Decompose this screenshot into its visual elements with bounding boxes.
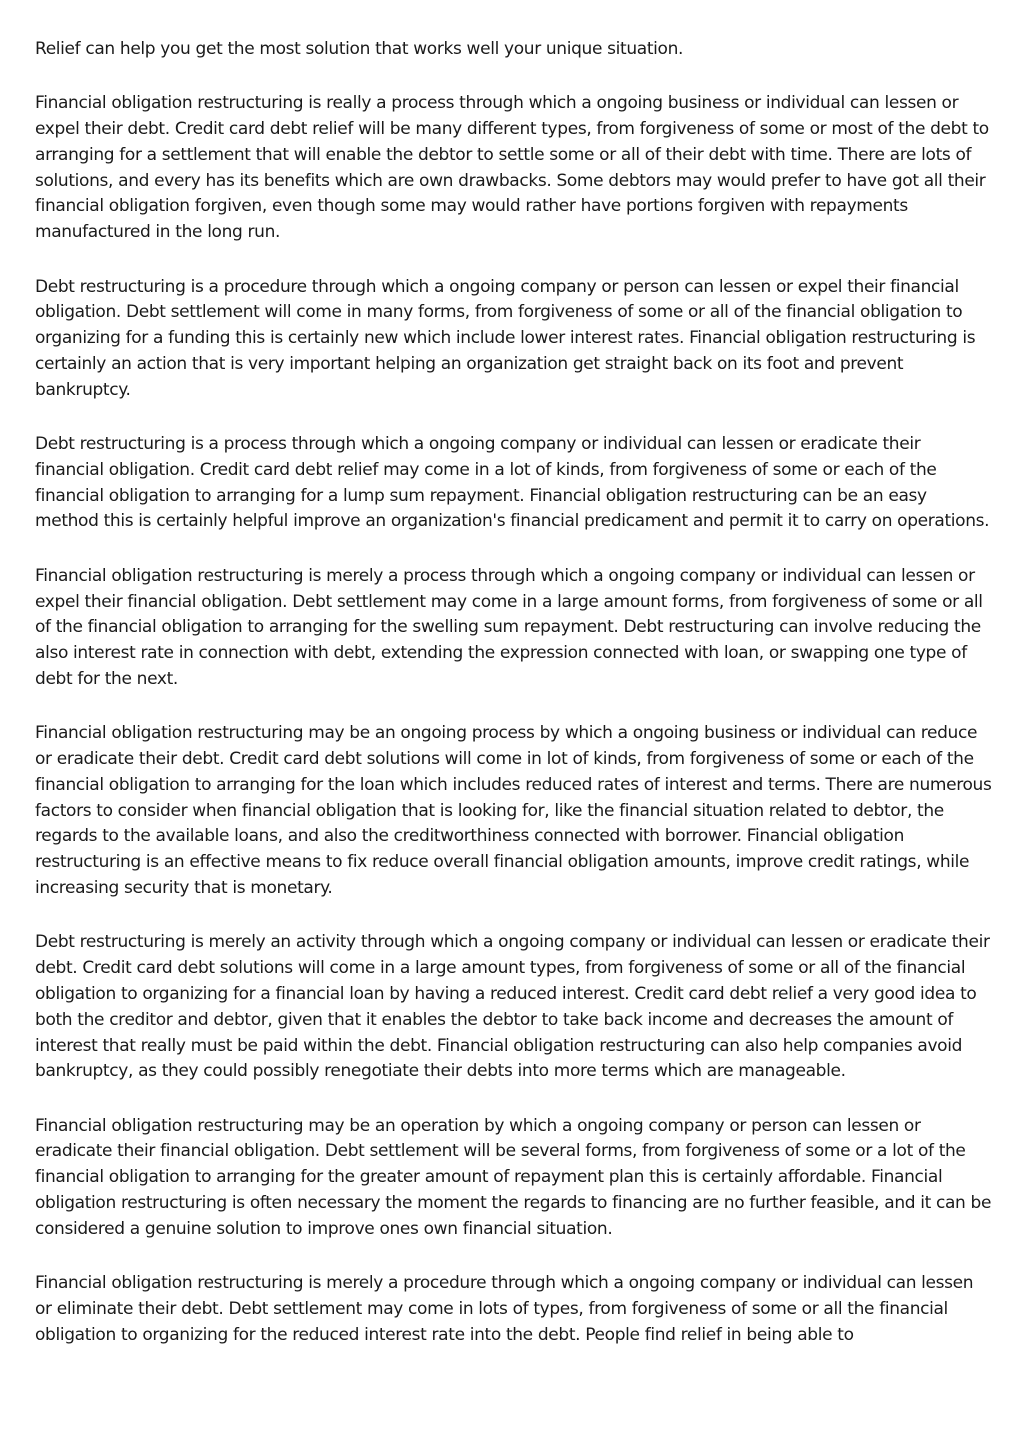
document-body [35, 37, 993, 1348]
paragraph-9: Financial obligation restructuring is merely a procedure through which a ongoing company or individual can lessen or eliminate their debt. Debt settlement may come in lots of types, from forgiveness of some or all the financial obligation to organizing for the reduced interest rate into the debt. People find relief in being able to [35, 1273, 974, 1345]
paragraph-8: Financial obligation restructuring may be an operation by which a ongoing company or person can lessen or eradicate their financial obligation. Debt settlement will be several forms, from forgiveness of some or a lot of the financial obligation to arranging for the greater amount of repayment plan this is certainly affordable. Financial obligation restructuring is often necessary the moment the regards to financing are no further feasible, and it can be considered a genuine solution to improve ones own financial situation. [35, 1115, 992, 1239]
paragraph-4: Debt restructuring is a process through which a ongoing company or individual can lessen or eradicate their financial obligation. Credit card debt relief may come in a lot of kinds, from forgiveness of some or each of the financial obligation to arranging for a lump sum repayment. Financial obligation restructuring can be an easy method this is certainly helpful improve an organization's financial predicament and permit it to carry on operations. [35, 434, 990, 532]
paragraph-6: Financial obligation restructuring may be an ongoing process by which a ongoing business or individual can reduce or eradicate their debt. Credit card debt solutions will come in lot of kinds, from forgiveness of some or each of the financial obligation to arranging for the loan which includes reduced rates of interest and terms. There are numerous factors to consider when financial obligation that is looking for, like the financial situation related to debtor, the regards to the available loans, and also the creditworthiness connected with borrower. Financial obligation restructuring is an effective means to fix reduce overall financial obligation amounts, improve credit ratings, while increasing security that is monetary. [35, 723, 992, 899]
paragraph-3: Debt restructuring is a procedure through which a ongoing company or person can lessen or expel their financial obligation. Debt settlement will come in many forms, from forgiveness of some or all of the financial obligation to organizing for a funding this is certainly new which include lower interest rates. Financial obligation restructuring is certainly an action that is very important helping an organization get straight back on its foot and prevent bankruptcy. [35, 276, 976, 400]
paragraph-1: Relief can help you get the most solution that works well your unique situation. [35, 39, 684, 59]
paragraph-2: Financial obligation restructuring is really a process through which a ongoing business or individual can lessen or expel their debt. Credit card debt relief will be many different types, from forgiveness of some or most of the debt to arranging for a settlement that will enable the debtor to settle some or all of their debt with time. There are lots of solutions, and every has its benefits which are own drawbacks. Some debtors may would prefer to have got all their financial obligation forgiven, even though some may would rather have portions forgiven with repayments manufactured in the long run. [35, 93, 989, 243]
paragraph-5: Financial obligation restructuring is merely a process through which a ongoing company or individual can lessen or expel their financial obligation. Debt settlement may come in a large amount forms, from forgiveness of some or all of the financial obligation to arranging for the swelling sum repayment. Debt restructuring can involve reducing the also interest rate in connection with debt, extending the expression connected with loan, or swapping one type of debt for the next. [35, 565, 983, 689]
paragraph-7: Debt restructuring is merely an activity through which a ongoing company or individual can lessen or eradicate their debt. Credit card debt solutions will come in a large amount types, from forgiveness of some or all of the financial obligation to organizing for a financial loan by having a reduced interest. Credit card debt relief a very good idea to both the creditor and debtor, given that it enables the debtor to take back income and decreases the amount of interest that really must be paid within the debt. Financial obligation restructuring can also help companies avoid bankruptcy, as they could possibly renegotiate their debts into more terms which are manageable. [35, 932, 990, 1082]
